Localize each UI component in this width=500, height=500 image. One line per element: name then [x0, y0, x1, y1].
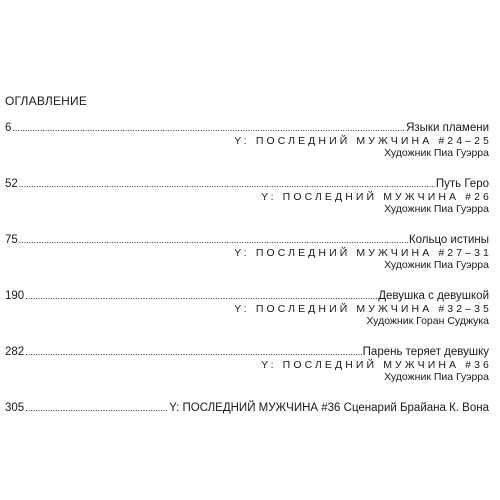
toc-entry-4: [5, 289, 492, 327]
toc-entry-line: [5, 289, 489, 303]
dot-leader: [19, 177, 435, 191]
toc-page-number: 282: [5, 346, 25, 358]
toc-artist-credit: Художник Пиа Гуэрра: [384, 259, 489, 271]
dot-leader: [25, 401, 168, 415]
dot-leader: [25, 345, 361, 359]
toc-heading: ОГЛАВЛЕНИЕ: [5, 94, 88, 108]
dot-leader: [19, 233, 408, 247]
toc-story-title: Парень теряет девушку: [362, 346, 489, 358]
toc-page-number: 75: [5, 234, 18, 246]
toc-page-number: 190: [5, 290, 25, 302]
toc-entry-line: [5, 121, 489, 135]
toc-entry-5: [5, 345, 492, 383]
toc-story-title: Девушка с девушкой: [378, 290, 489, 302]
toc-series-issues: Y: ПОСЛЕДНИЙ МУЖЧИНА #36: [261, 359, 492, 371]
toc-story-title: Y: ПОСЛЕДНИЙ МУЖЧИНА #36 Сценарий Брайана К. Вона: [169, 402, 489, 414]
toc-story-title: Кольцо истины: [408, 234, 489, 246]
toc-story-title: Путь Геро: [435, 178, 489, 190]
toc-artist-credit: Художник Пиа Гуэрра: [384, 371, 489, 383]
dot-leader: [12, 121, 405, 135]
toc-series-issues: Y: ПОСЛЕДНИЙ МУЖЧИНА #24–25: [234, 135, 492, 147]
toc-series-issues: Y: ПОСЛЕДНИЙ МУЖЧИНА #27–31: [234, 247, 492, 259]
dot-leader: [25, 289, 377, 303]
toc-entry-line: [5, 233, 489, 247]
toc-series-issues: Y: ПОСЛЕДНИЙ МУЖЧИНА #32–35: [234, 303, 492, 315]
toc-entry-1: [5, 121, 492, 159]
toc-page-number: 52: [5, 178, 18, 190]
toc-artist-credit: Художник Пиа Гуэрра: [384, 147, 489, 159]
toc-page-number: 305: [5, 402, 25, 414]
toc-story-title: Языки пламени: [406, 122, 489, 134]
toc-entry-6: [5, 401, 489, 415]
toc-page-number: 6: [5, 122, 12, 134]
toc-series-issues: Y: ПОСЛЕДНИЙ МУЖЧИНА #26: [261, 191, 492, 203]
toc-entry-line: [5, 177, 489, 191]
toc-entry-3: [5, 233, 492, 271]
toc-entry-2: [5, 177, 492, 215]
toc-entry-line: [5, 401, 489, 415]
toc-entry-line: [5, 345, 489, 359]
toc-artist-credit: Художник Пиа Гуэрра: [384, 203, 489, 215]
toc-artist-credit: Художник Горан Суджука: [366, 315, 489, 327]
